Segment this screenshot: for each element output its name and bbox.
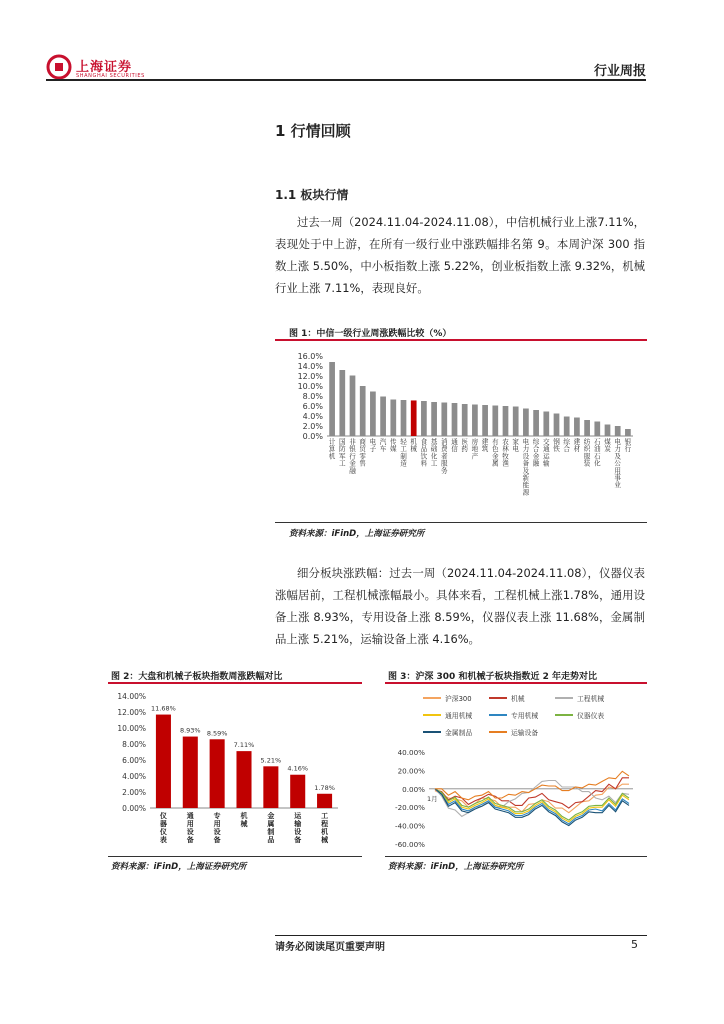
x-tick-label: 通用设备: [186, 812, 194, 844]
fig2-title: 图 2：大盘和机械子板块指数周涨跌幅对比: [111, 672, 283, 682]
x-tick-label: 建筑: [481, 438, 489, 454]
y-tick-label: 2.0%: [302, 422, 323, 431]
fig1-chart: [275, 344, 647, 520]
bar: [401, 400, 407, 436]
bar: [564, 417, 570, 437]
y-tick-label: 8.00%: [122, 740, 146, 749]
fig2-source: 资料来源：iFinD，上海证券研究所: [111, 862, 247, 872]
subsection-title: 1.1 板块行情: [275, 188, 349, 202]
legend-label: 机械: [511, 695, 525, 703]
y-tick-label: 20.00%: [397, 766, 425, 776]
x-tick-label: 电力及公用事业: [614, 438, 621, 490]
fig2-bottom-rule: [108, 856, 362, 857]
bar: [329, 362, 335, 436]
data-label: 8.59%: [206, 729, 228, 738]
fig3-source: 资料来源：iFinD，上海证券研究所: [388, 862, 524, 872]
x-tick-label: 工程机械: [321, 812, 329, 844]
y-tick-label: 8.0%: [302, 392, 323, 401]
bar: [183, 737, 198, 808]
bar: [462, 404, 468, 436]
fig1-top-rule: [275, 339, 647, 341]
x-tick-label: 银行: [624, 438, 632, 454]
logo-text: 上海证券: [76, 60, 133, 75]
legend-label: 仪器仪表: [577, 712, 605, 720]
x-tick-label: 1月: [427, 794, 438, 803]
data-label: 4.16%: [287, 764, 309, 773]
bar: [523, 409, 529, 437]
bar: [482, 405, 488, 436]
data-label: 11.68%: [151, 704, 176, 713]
bar: [390, 400, 396, 437]
y-tick-label: 0.0%: [302, 432, 323, 441]
bar: [605, 425, 611, 437]
x-tick-label: 钢铁: [553, 438, 560, 454]
bar: [290, 775, 305, 808]
x-tick-label: 商贸零售: [359, 438, 366, 468]
bar: [543, 412, 549, 437]
logo-mark-icon: [46, 54, 72, 80]
x-tick-label: 电力设备及新能源: [522, 438, 530, 497]
y-tick-label: 10.0%: [297, 382, 323, 391]
fig2-chart: [108, 686, 362, 854]
bar: [533, 410, 539, 436]
legend-label: 沪深300: [445, 695, 472, 703]
y-tick-label: 4.00%: [122, 772, 146, 781]
y-tick-label: 0.00%: [402, 784, 425, 794]
bar: [236, 751, 251, 808]
y-tick-label: 6.00%: [122, 756, 146, 765]
x-tick-label: 交通运输: [543, 438, 550, 468]
x-tick-label: 机械: [240, 812, 248, 828]
x-tick-label: 运输设备: [294, 812, 302, 844]
bar: [263, 766, 278, 808]
bar: [317, 794, 332, 808]
y-tick-label: -40.00%: [395, 821, 425, 831]
bar: [584, 420, 590, 436]
bar: [594, 422, 600, 437]
y-tick-label: -60.00%: [395, 840, 425, 849]
x-tick-label: 有色金属: [492, 438, 499, 468]
bar: [210, 739, 225, 808]
bar: [574, 418, 580, 437]
bar: [625, 429, 631, 436]
data-label: 8.93%: [179, 726, 201, 735]
x-tick-label: 非银行金融: [349, 438, 356, 475]
x-tick-label: 医药: [461, 438, 468, 454]
legend-label: 运输设备: [511, 729, 539, 737]
legend-label: 工程机械: [577, 695, 605, 703]
series-line: [435, 771, 629, 800]
x-tick-label: 国防军工: [339, 438, 346, 468]
data-label: 7.11%: [233, 741, 255, 750]
x-tick-label: 纺织服装: [583, 438, 591, 468]
x-tick-label: 石油石化: [594, 438, 601, 468]
x-tick-label: 传媒: [390, 438, 397, 454]
x-tick-label: 轻工制造: [400, 438, 407, 468]
x-tick-label: 仪器仪表: [159, 812, 167, 844]
bar: [156, 715, 171, 808]
bar: [472, 405, 478, 437]
y-tick-label: 14.00%: [117, 692, 146, 701]
x-tick-label: 农林牧渔: [502, 438, 509, 468]
fig2-top-rule: [108, 682, 362, 684]
fig3-chart: [385, 686, 647, 854]
footer-disclaimer: 请务必阅读尾页重要声明: [275, 942, 385, 953]
bar: [615, 426, 621, 436]
header-rule: [46, 79, 646, 81]
x-tick-label: 食品饮料: [420, 438, 428, 468]
report-type: 行业周报: [593, 64, 646, 79]
y-tick-label: -20.00%: [395, 803, 425, 813]
fig1-source: 资料来源：iFinD，上海证券研究所: [289, 529, 425, 539]
x-tick-label: 机械: [410, 438, 417, 454]
paragraph-2: 细分板块涨跌幅：过去一周（2024.11.04-2024.11.08），仪器仪表涨幅居前，工程机械涨幅最小。具体来看，工程机械上涨1.78%，通用设备上涨 8.93%，专用设备上涨 8.59%，仪器仪表上涨 11.68%，金属制品上涨 5.21%，运输设备上涨 4.16%。: [275, 566, 645, 646]
x-tick-label: 电子: [369, 438, 377, 454]
bar: [380, 397, 386, 437]
fig1-bottom-rule: [275, 522, 647, 523]
y-tick-label: 40.00%: [397, 748, 425, 757]
bar: [339, 370, 345, 436]
page-number: 5: [631, 938, 638, 951]
y-tick-label: 6.0%: [302, 402, 323, 411]
y-tick-label: 14.0%: [297, 362, 323, 371]
y-tick-label: 12.00%: [117, 708, 146, 717]
data-label: 1.78%: [314, 783, 335, 792]
legend-label: 专用机械: [511, 712, 539, 720]
footer-rule: [275, 935, 647, 936]
bar: [421, 401, 427, 436]
bar: [431, 402, 437, 436]
x-tick-label: 综合: [563, 438, 570, 454]
paragraph-1: 过去一周（2024.11.04-2024.11.08），中信机械行业上涨7.11%，表现处于中上游，在所有一级行业中涨跌幅排名第 9。本周沪深 300 指数上涨 5.50%，中小板指数上涨 5.22%，创业板指数上涨 9.32%，机械行业上涨 7.11%，表现良好。: [275, 215, 646, 295]
y-tick-label: 12.0%: [297, 372, 323, 381]
bar: [503, 406, 509, 436]
fig3-title: 图 3：沪深 300 和机械子板块指数近 2 年走势对比: [388, 672, 597, 682]
legend-label: 通用机械: [445, 712, 473, 720]
x-tick-label: 煤炭: [604, 438, 611, 454]
bar: [360, 386, 366, 436]
bar: [554, 414, 560, 437]
x-tick-label: 综合金融: [532, 438, 540, 468]
x-tick-label: 金属制品: [267, 812, 275, 844]
y-tick-label: 0.00%: [122, 804, 146, 813]
bar: [441, 403, 447, 437]
y-tick-label: 16.0%: [297, 352, 323, 361]
y-tick-label: 2.00%: [122, 788, 146, 797]
legend-label: 金属制品: [445, 729, 473, 737]
x-tick-label: 房地产: [471, 438, 479, 461]
bar: [411, 400, 417, 436]
x-tick-label: 计算机: [328, 438, 336, 461]
bar: [452, 403, 458, 436]
section-title: 1 行情回顾: [275, 122, 351, 140]
bar: [350, 376, 356, 437]
bar: [513, 407, 519, 437]
x-tick-label: 汽车: [379, 438, 387, 454]
fig3-bottom-rule: [385, 856, 647, 857]
fig3-top-rule: [385, 682, 647, 684]
data-label: 5.21%: [260, 756, 282, 765]
fig1-title: 图 1：中信一级行业周涨跌幅比较（%）: [289, 329, 452, 339]
y-tick-label: 4.0%: [302, 412, 323, 421]
x-tick-label: 通信: [451, 438, 458, 454]
logo-subtext: SHANGHAI SECURITIES: [76, 73, 145, 79]
x-tick-label: 专用设备: [213, 812, 221, 844]
y-tick-label: 10.00%: [117, 724, 146, 733]
x-tick-label: 家电: [512, 438, 519, 454]
bar: [370, 392, 376, 437]
bar: [492, 406, 498, 437]
x-tick-label: 消费者服务: [441, 438, 448, 475]
x-tick-label: 建材: [573, 438, 581, 454]
x-tick-label: 基础化工: [430, 438, 438, 468]
